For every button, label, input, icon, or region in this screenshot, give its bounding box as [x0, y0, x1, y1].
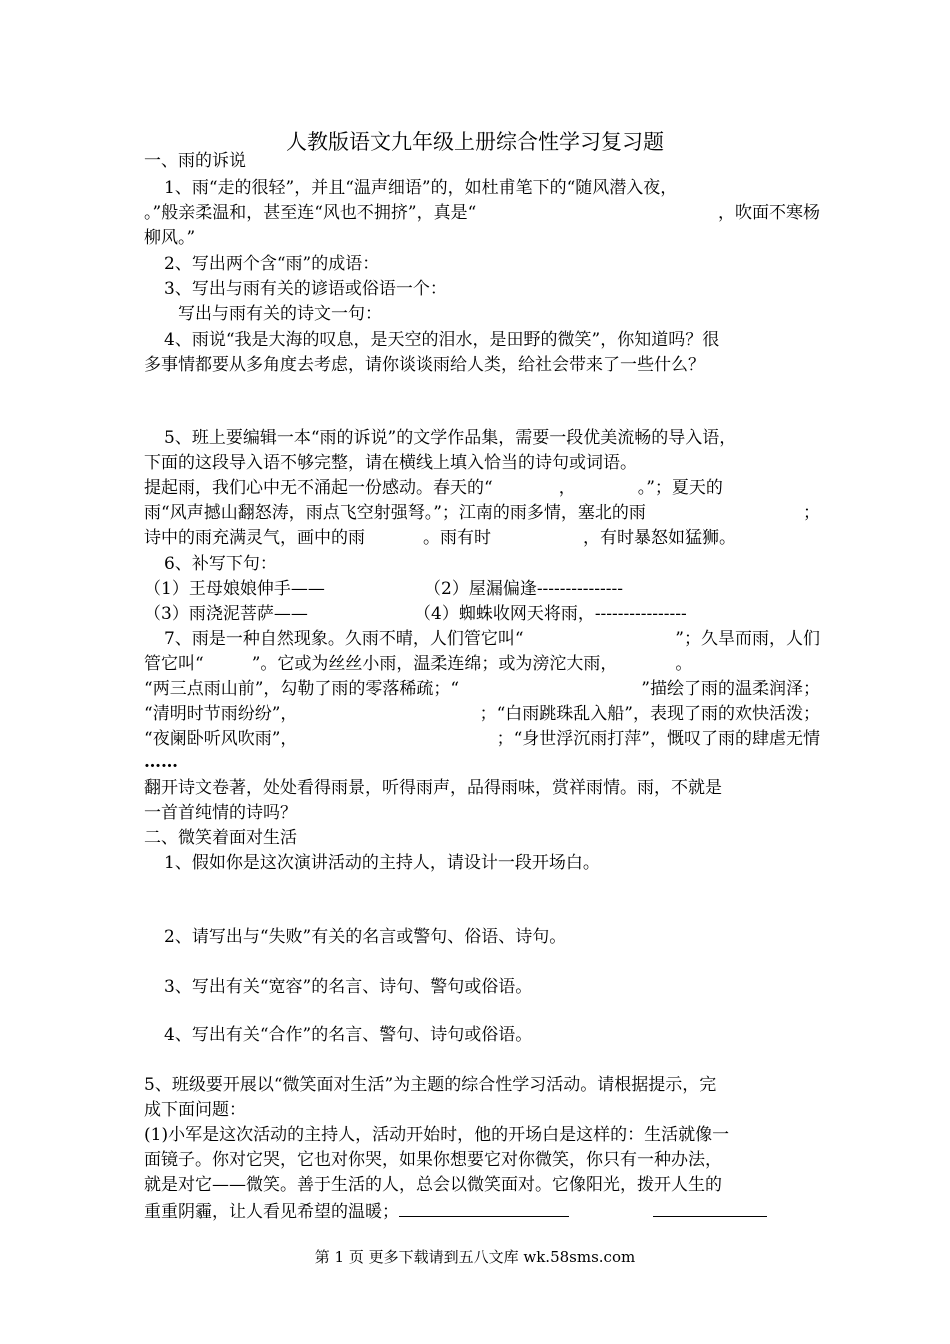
q5-line3-b: ，: [558, 478, 576, 498]
q6-item4: （4）蜘蛛收网天将雨，----------------: [414, 604, 687, 624]
q5-line4: [144, 501, 820, 526]
s2-q5-line2: 成下面问题：: [144, 1100, 246, 1120]
page-footer: 第 1 页 更多下载请到五八文库 wk.58sms.com: [314, 1248, 636, 1266]
q7-line5: [144, 727, 820, 752]
q6-row2: [144, 602, 820, 627]
q7-line2-a: 管它叫“: [144, 654, 204, 674]
q7-line4-b: ；“白雨跳珠乱入船”，表现了雨的欢快活泼；: [479, 704, 820, 724]
q7-line7: 翻开诗文卷著，处处看得雨景，听得雨声，品得雨味，赏祥雨情。雨，不就是: [144, 778, 722, 798]
q7-line2: [144, 652, 820, 677]
s2-q5-line6-text: 重重阴霾，让人看见希望的温暖；: [144, 1202, 399, 1222]
s2-q5-line4: 面镜子。你对它哭，它也对你哭，如果你想要它对你微笑，你只有一种办法，: [144, 1150, 722, 1170]
q7-line4-a: “清明时节雨纷纷”，: [144, 704, 298, 724]
q7-line2-b: ”。它或为丝丝小雨，温柔连绵；或为滂沱大雨，: [251, 654, 618, 674]
q1-line2-b: ，吹面不寒杨: [718, 203, 820, 223]
s2-q1: 1、假如你是这次演讲活动的主持人，请设计一段开场白。: [164, 853, 600, 873]
q7-line8: 一首首纯情的诗吗？: [144, 803, 297, 823]
q1-line3: 柳风。”: [144, 228, 196, 248]
answer-blank[interactable]: [653, 1198, 767, 1217]
q1-line2: [144, 201, 820, 226]
q5-line5-b: 。雨有时: [423, 528, 491, 548]
q5-line5: [144, 526, 820, 551]
s2-q5-line3: (1)小军是这次活动的主持人，活动开始时，他的开场白是这样的：生活就像一: [144, 1125, 730, 1145]
q5-line1: 5、班上要编辑一本“雨的诉说”的文学作品集，需要一段优美流畅的导入语，: [164, 428, 737, 448]
q5-line5-c: ，有时暴怒如猛狮。: [583, 528, 736, 548]
q5-line4-b: ；: [803, 503, 820, 523]
q3b: 写出与雨有关的诗文一句：: [178, 304, 382, 324]
q7-line5-b: ；“身世浮沉雨打萍”，慨叹了雨的肆虐无情: [496, 729, 820, 749]
q5-line3-a: 提起雨，我们心中无不涌起一份感动。春天的“: [144, 478, 493, 498]
q3: 3、写出与雨有关的谚语或俗语一个：: [164, 279, 447, 299]
q6-row1: [144, 577, 820, 602]
section-heading-rain: 一、雨的诉说: [144, 151, 246, 171]
q6-item2: （2）屋漏偏逢---------------: [424, 579, 623, 599]
q5-line3: [144, 476, 820, 501]
q7-line3-a: “两三点雨山前”，勾勒了雨的零落稀疏；“: [144, 679, 460, 699]
q6-item1: （1）王母娘娘伸手——: [144, 579, 325, 599]
q7-line1-b: ”；久旱而雨，人们: [675, 629, 820, 649]
q2: 2、写出两个含“雨”的成语：: [164, 254, 380, 274]
document-title: 人教版语文九年级上册综合性学习复习题: [286, 131, 664, 154]
q4-line1: 4、雨说“我是大海的叹息，是天空的泪水，是田野的微笑”，你知道吗？很: [164, 330, 720, 350]
s2-q5-line5: 就是对它——微笑。善于生活的人，总会以微笑面对。它像阳光，拨开人生的: [144, 1175, 722, 1195]
s2-q2: 2、请写出与“失败”有关的名言或警句、俗语、诗句。: [164, 927, 567, 947]
q7-line3-b: ”描绘了雨的温柔润泽；: [641, 679, 820, 699]
s2-q5-line6: [144, 1198, 820, 1225]
q5-line3-c: 。”；夏天的: [637, 478, 723, 498]
q5-line4-a: 雨“风声撼山翻怒涛，雨点飞空射强弩。”；江南的雨多情，塞北的雨: [144, 503, 646, 523]
q6-item3: （3）雨浇泥菩萨——: [144, 604, 308, 624]
q7-line5-a: “夜阑卧听风吹雨”，: [144, 729, 298, 749]
q7-line4: [144, 702, 820, 727]
q7-line1: [164, 627, 820, 652]
q7-line2-c: 。: [675, 654, 693, 674]
q5-line5-a: 诗中的雨充满灵气，画中的雨: [144, 528, 365, 548]
q6-heading: 6、补写下句：: [164, 554, 277, 574]
q7-ellipsis: ……: [144, 752, 178, 772]
q7-line1-a: 7、雨是一种自然现象。久雨不晴，人们管它叫“: [164, 629, 524, 649]
answer-blank[interactable]: [399, 1198, 569, 1217]
s2-q4: 4、写出有关“合作”的名言、警句、诗句或俗语。: [164, 1025, 533, 1045]
q5-line2: 下面的这段导入语不够完整，请在横线上填入恰当的诗句或词语。: [144, 453, 637, 473]
s2-q3: 3、写出有关“宽容”的名言、诗句、警句或俗语。: [164, 977, 533, 997]
q4-line2: 多事情都要从多角度去考虑，请你谈谈雨给人类，给社会带来了一些什么？: [144, 355, 705, 375]
q7-line3: [144, 677, 820, 702]
section-heading-smile: 二、微笑着面对生活: [144, 828, 297, 848]
q1-line2-a: 。”般亲柔温和，甚至连“风也不拥挤”，真是“: [144, 203, 477, 223]
s2-q5-line1: 5、班级要开展以“微笑面对生活”为主题的综合性学习活动。请根据提示，完: [144, 1075, 717, 1095]
q1-line1: 1、雨“走的很轻”，并且“温声细语”的，如杜甫笔下的“随风潜入夜，: [164, 178, 678, 198]
